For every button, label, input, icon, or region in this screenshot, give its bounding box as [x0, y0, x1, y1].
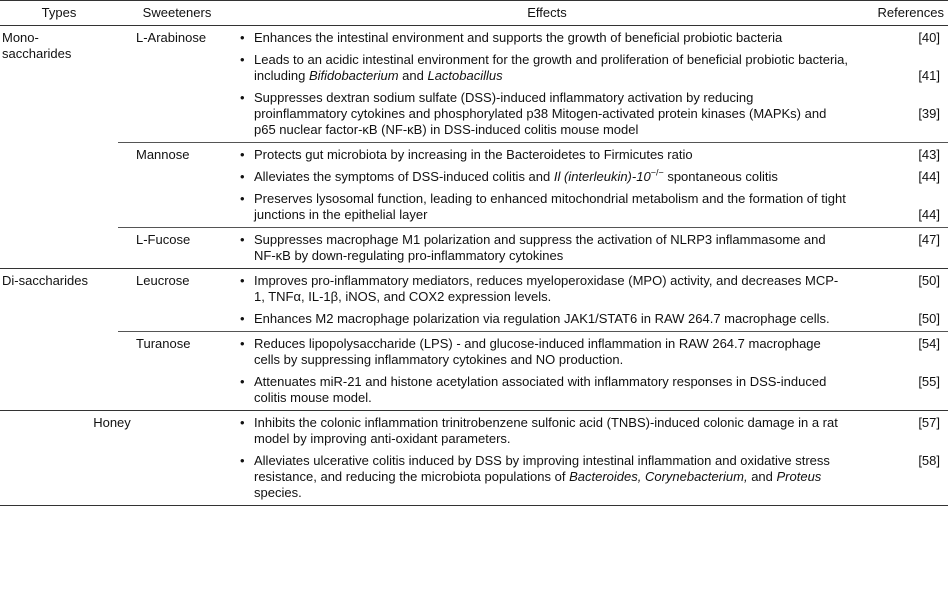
reference: [43]: [918, 147, 940, 162]
references-cell: [858, 332, 948, 411]
reference: [41]: [918, 68, 940, 83]
reference: [44]: [918, 169, 940, 184]
effect-text: Attenuates miR-21 and histone acetylation associated with inflammatory responses in DSS-induced colitis mouse model.: [254, 374, 827, 405]
effects-cell: [236, 228, 858, 269]
table-row: [0, 228, 948, 269]
header-effects: Effects: [236, 1, 858, 26]
effect-item: [236, 415, 848, 447]
header-types: Types: [0, 1, 118, 26]
type-cell: Di-saccharides: [0, 269, 118, 411]
effect-item: [236, 453, 848, 501]
sweetener-cell: Mannose: [118, 143, 236, 228]
effects-cell: [236, 143, 858, 228]
bullet-icon: •: [240, 311, 245, 326]
table-header: [0, 1, 948, 26]
effect-text: Improves pro-inflammatory mediators, reduces myeloperoxidase (MPO) activity, and decreases MCP-1, TNFα, IL-1β, iNOS, and COX2 expression levels.: [254, 273, 839, 304]
sweetener-cell: Turanose: [118, 332, 236, 411]
effect-text: Protects gut microbiota by increasing in the Bacteroidetes to Firmicutes ratio: [254, 147, 693, 162]
table-row: [0, 332, 948, 411]
table-row: [0, 269, 948, 332]
table-row: [0, 143, 948, 228]
reference: [50]: [918, 273, 940, 288]
effects-cell: [236, 332, 858, 411]
bullet-icon: •: [240, 273, 245, 288]
header-sweeteners: Sweeteners: [118, 1, 236, 26]
effect-text: Suppresses macrophage M1 polarization and suppress the activation of NLRP3 inflammasome and NF-κB by down-regulating pro-inflammatory cytokines: [254, 232, 826, 263]
effect-item: [236, 374, 848, 406]
type-cell: Mono- saccharides: [2, 30, 72, 61]
effect-text: Enhances the intestinal environment and supports the growth of beneficial probiotic bacteria: [254, 30, 783, 45]
reference: [58]: [918, 453, 940, 468]
bullet-icon: •: [240, 90, 245, 105]
header-references: References: [858, 1, 948, 26]
references-cell: [858, 411, 948, 506]
bullet-icon: •: [240, 52, 245, 67]
bullet-icon: •: [240, 415, 245, 430]
bullet-icon: •: [240, 169, 245, 184]
effect-item: [236, 90, 848, 138]
reference: [39]: [918, 106, 940, 121]
bullet-icon: •: [240, 374, 245, 389]
table-row: [0, 411, 948, 506]
references-cell: [858, 143, 948, 228]
effect-item: [236, 30, 848, 46]
effect-item: [236, 232, 848, 264]
reference: [44]: [918, 207, 940, 222]
effect-text: Alleviates the symptoms of DSS-induced colitis and Il (interleukin)-10−/− spontaneous colitis: [254, 167, 778, 184]
effect-item: [236, 52, 848, 84]
reference: [55]: [918, 374, 940, 389]
reference: [54]: [918, 336, 940, 351]
effect-text: Enhances M2 macrophage polarization via regulation JAK1/STAT6 in RAW 264.7 macrophage cells.: [254, 311, 830, 326]
effect-text: Leads to an acidic intestinal environment for the growth and proliferation of beneficial probiotic bacteria, including Bifidobacterium and Lactobacillus: [254, 52, 849, 83]
table-row: [0, 26, 948, 143]
effect-item: [236, 273, 848, 305]
effect-text: Suppresses dextran sodium sulfate (DSS)-induced inflammatory activation by reducing proinflammatory cytokines and phosphorylated p38 Mitogen-activated protein kinases (MAPKs) and p65 nuclear factor-κB (NF-κB) in DSS-induced colitis mouse model: [254, 90, 827, 137]
effect-item: [236, 169, 848, 185]
references-cell: [858, 269, 948, 332]
reference: [50]: [918, 311, 940, 326]
effects-cell: [236, 411, 858, 506]
effect-item: [236, 336, 848, 368]
effect-text: Reduces lipopolysaccharide (LPS) - and glucose-induced inflammation in RAW 264.7 macrophage cells by suppressing inflammatory cytokines and NO production.: [254, 336, 821, 367]
type-cell: Honey: [0, 411, 236, 506]
reference: [40]: [918, 30, 940, 45]
bullet-icon: •: [240, 336, 245, 351]
sweetener-cell: L-Fucose: [118, 228, 236, 269]
references-cell: [858, 26, 948, 143]
effect-item: [236, 311, 848, 327]
effect-text: Preserves lysosomal function, leading to enhanced mitochondrial metabolism and the formation of tight junctions in the epithelial layer: [254, 191, 846, 222]
bullet-icon: •: [240, 232, 245, 247]
reference: [47]: [918, 232, 940, 247]
effects-cell: [236, 269, 858, 332]
effect-text: Alleviates ulcerative colitis induced by DSS by improving intestinal inflammation and oxidative stress resistance, and reducing the microbiota populations of Bacteroides, Corynebacterium, and Proteus species.: [254, 453, 830, 500]
bullet-icon: •: [240, 30, 245, 45]
table-body: [0, 26, 948, 506]
sweetener-cell: L-Arabinose: [136, 30, 207, 45]
effect-text: Inhibits the colonic inflammation trinitrobenzene sulfonic acid (TNBS)-induced colonic damage in a rat model by improving anti-oxidant parameters.: [254, 415, 838, 446]
bullet-icon: •: [240, 147, 245, 162]
sweetener-cell: Leucrose: [118, 269, 236, 332]
bullet-icon: •: [240, 453, 245, 468]
bullet-icon: •: [240, 191, 245, 206]
effect-item: [236, 191, 848, 223]
effects-cell: [236, 26, 858, 143]
references-cell: [858, 228, 948, 269]
effect-item: [236, 147, 848, 163]
reference: [57]: [918, 415, 940, 430]
